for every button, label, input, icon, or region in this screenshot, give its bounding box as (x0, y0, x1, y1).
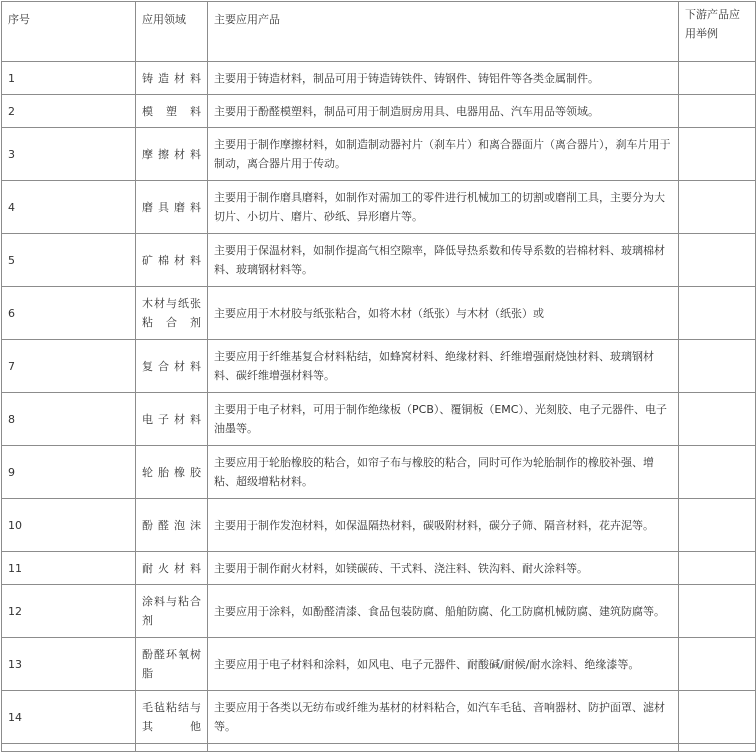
row-field: 模塑料 (136, 95, 208, 128)
table-row-partial (2, 744, 756, 752)
table-row (2, 340, 756, 393)
row-product: 主要用于保温材料，如制作提高气相空隙率，降低导热系数和传导系数的岩棉材料、玻璃棉材料、玻璃钢材料等。 (208, 234, 679, 287)
row-product: 主要用于制作耐火材料，如镁碳砖、干式料、浇注料、铁沟料、耐火涂料等。 (208, 552, 679, 585)
row-index: 13 (2, 638, 136, 691)
row-index: 8 (2, 393, 136, 446)
row-field-empty (136, 744, 208, 752)
row-product: 主要用于制作摩擦材料，如制造制动器衬片（刹车片）和离合器面片（离合器片），刹车片用于制动，离合器片用于传动。 (208, 128, 679, 181)
row-downstream (679, 95, 756, 128)
row-index-empty (2, 744, 136, 752)
row-product: 主要用于铸造材料，制品可用于铸造铸铁件、铸钢件、铸铝件等各类金属制件。 (208, 62, 679, 95)
table-row (2, 499, 756, 552)
row-product: 主要应用于木材胶与纸张粘合，如将木材（纸张）与木材（纸张）或 (208, 287, 679, 340)
row-index: 12 (2, 585, 136, 638)
row-index: 6 (2, 287, 136, 340)
row-field: 矿棉材料 (136, 234, 208, 287)
row-product: 主要用于酚醛模塑料，制品可用于制造厨房用具、电器用品、汽车用品等领域。 (208, 95, 679, 128)
row-index: 11 (2, 552, 136, 585)
table-row (2, 638, 756, 691)
row-product-empty (208, 744, 679, 752)
row-index: 2 (2, 95, 136, 128)
table-row (2, 128, 756, 181)
row-index: 4 (2, 181, 136, 234)
table-row (2, 62, 756, 95)
row-field: 磨具磨料 (136, 181, 208, 234)
row-index: 7 (2, 340, 136, 393)
table-row (2, 585, 756, 638)
table-row (2, 287, 756, 340)
row-product: 主要应用于纤维基复合材料粘结，如蜂窝材料、绝缘材料、纤维增强耐烧蚀材料、玻璃钢材料、碳纤维增强材料等。 (208, 340, 679, 393)
row-downstream (679, 446, 756, 499)
row-product: 主要应用于电子材料和涂料，如风电、电子元器件、耐酸碱/耐候/耐水涂料、绝缘漆等。 (208, 638, 679, 691)
row-downstream (679, 287, 756, 340)
row-field: 酚醛环氧树脂 (136, 638, 208, 691)
table-row (2, 95, 756, 128)
header-index: 序号 (2, 2, 136, 62)
row-index: 1 (2, 62, 136, 95)
row-field: 轮胎橡胶 (136, 446, 208, 499)
row-index: 5 (2, 234, 136, 287)
row-downstream (679, 638, 756, 691)
table-row (2, 446, 756, 499)
row-downstream (679, 393, 756, 446)
row-field: 摩擦材料 (136, 128, 208, 181)
row-product: 主要应用于轮胎橡胶的粘合，如帘子布与橡胶的粘合，同时可作为轮胎制作的橡胶补强、增粘、超级增粘材料。 (208, 446, 679, 499)
row-field: 铸造材料 (136, 62, 208, 95)
row-index: 3 (2, 128, 136, 181)
row-downstream (679, 585, 756, 638)
row-field: 毛毡粘结与其他 (136, 691, 208, 744)
applications-table (1, 1, 756, 752)
table-row (2, 181, 756, 234)
row-product: 主要应用于各类以无纺布或纤维为基材的材料粘合，如汽车毛毡、音响器材、防护面罩、滤材等。 (208, 691, 679, 744)
row-product: 主要应用于涂料，如酚醛清漆、食品包装防腐、船舶防腐、化工防腐机械防腐、建筑防腐等。 (208, 585, 679, 638)
header-downstream: 下游产品应用举例 (679, 2, 756, 62)
row-downstream (679, 62, 756, 95)
row-downstream (679, 340, 756, 393)
row-index: 10 (2, 499, 136, 552)
table-row (2, 234, 756, 287)
row-field: 酚醛泡沫 (136, 499, 208, 552)
row-downstream (679, 128, 756, 181)
row-downstream (679, 234, 756, 287)
row-downstream (679, 181, 756, 234)
table-row (2, 691, 756, 744)
row-downstream (679, 691, 756, 744)
header-product: 主要应用产品 (208, 2, 679, 62)
row-product: 主要用于制作磨具磨料，如制作对需加工的零件进行机械加工的切割或磨削工具，主要分为大切片、小切片、磨片、砂纸、异形磨片等。 (208, 181, 679, 234)
row-field: 电子材料 (136, 393, 208, 446)
table-row (2, 552, 756, 585)
row-downstream (679, 499, 756, 552)
table-row (2, 393, 756, 446)
row-downstream-empty (679, 744, 756, 752)
header-field: 应用领域 (136, 2, 208, 62)
row-field: 复合材料 (136, 340, 208, 393)
row-product: 主要用于制作发泡材料，如保温隔热材料，碳吸附材料，碳分子筛、隔音材料，花卉泥等。 (208, 499, 679, 552)
row-product: 主要用于电子材料，可用于制作绝缘板（PCB）、覆铜板（EMC）、光刻胶、电子元器件、电子油墨等。 (208, 393, 679, 446)
row-downstream (679, 552, 756, 585)
table-header-row (2, 2, 756, 62)
row-field: 木材与纸张粘合剂 (136, 287, 208, 340)
row-index: 14 (2, 691, 136, 744)
row-index: 9 (2, 446, 136, 499)
row-field: 耐火材料 (136, 552, 208, 585)
row-field: 涂料与粘合剂 (136, 585, 208, 638)
